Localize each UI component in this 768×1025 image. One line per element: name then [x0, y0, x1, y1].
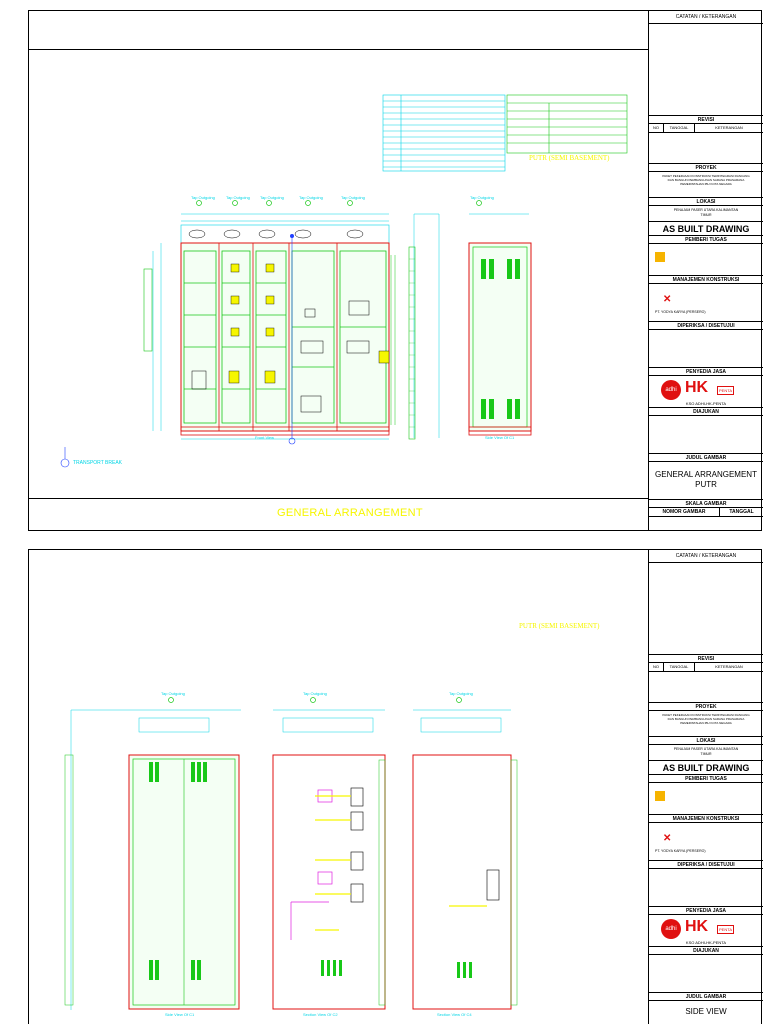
tap-outgoing-label-c1: Tap Outgoing — [161, 691, 185, 696]
section-view-c2-label: Section View Of C2 — [303, 1012, 338, 1017]
pemberi-tugas-header: PEMBERI TUGAS — [649, 235, 763, 243]
section-view-c2 — [273, 710, 385, 1009]
proyek-header: PROYEK — [649, 163, 763, 171]
transport-break-marker — [61, 447, 69, 467]
adhi-logo-icon-2: adhi — [661, 919, 681, 939]
diajukan-header-2: DIAJUKAN — [649, 946, 763, 954]
proyek-text: PAKET PEKERJAAN KONSTRUKSI TERINTEGRASI RANCANG DAN BANGUN PEMBANGUNAN SARANA PRASARANA PEMERINTAHAN IBU KOTA NEGARA — [649, 171, 763, 197]
pemberi-tugas-area — [649, 243, 763, 275]
pemberi-tugas-header-2: PEMBERI TUGAS — [649, 774, 763, 782]
side-view-c1-label: Side View Of C1 — [485, 435, 515, 440]
penyedia-area-2 — [649, 914, 763, 946]
legend-table-green — [507, 95, 627, 153]
mk-company-2: PT. YODYA KARYA (PERSERO) — [655, 849, 706, 853]
mk-area — [649, 283, 763, 321]
diperiksa-area — [649, 329, 763, 367]
drawing-sheet-side-view — [28, 549, 762, 1024]
transport-break-label: TRANSPORT BREAK — [73, 460, 122, 466]
pupr-logo-icon — [655, 252, 665, 262]
notes-area — [649, 23, 763, 115]
drawing-title: GENERAL ARRANGEMENT — [277, 507, 423, 519]
title-block — [649, 11, 763, 530]
side-view-c1-label-2: Side View Of C1 — [165, 1012, 195, 1017]
hk-logo-icon: HK — [685, 379, 709, 396]
lokasi-text: PENAJAM PASER UTARA KALIMANTAN TIMUR — [649, 205, 763, 221]
adhi-logo-icon: adhi — [661, 380, 681, 400]
judul-header: JUDUL GAMBAR — [649, 453, 763, 461]
side-view-c1-sheet2 — [65, 710, 241, 1010]
mk-header-2: MANAJEMEN KONSTRUKSI — [649, 814, 763, 822]
penyedia-header: PENYEDIA JASA — [649, 367, 763, 375]
drawing-area-2 — [29, 550, 649, 1024]
penta-logo-icon: PENTA — [719, 388, 733, 393]
drawing-area — [29, 11, 649, 530]
tanggal-header: TANGGAL — [720, 508, 763, 517]
revisi-table — [649, 123, 763, 163]
pemberi-tugas-area-2 — [649, 782, 763, 814]
revisi-col-no: NO — [649, 124, 664, 132]
pupr-logo-icon-2 — [655, 791, 665, 801]
diajukan-header: DIAJUKAN — [649, 407, 763, 415]
tap-outgoing-arrows — [197, 201, 482, 206]
front-view-label: Front View — [255, 435, 275, 440]
status-label-2: AS BUILT DRAWING — [649, 760, 763, 774]
notes-header-2: CATATAN / KETERANGAN — [675, 553, 737, 559]
revisi-col-no-2: NO — [649, 663, 664, 671]
drawing-sheet-general-arrangement — [28, 10, 762, 531]
diajukan-area — [649, 415, 763, 453]
revisi-header: REVISI — [649, 115, 763, 123]
tap-outgoing-label-1: Tap Outgoing — [191, 195, 215, 200]
penyedia-area — [649, 375, 763, 407]
lokasi-text-2: PENAJAM PASER UTARA KALIMANTAN TIMUR — [649, 744, 763, 760]
mk-company: PT. YODYA KARYA (PERSERO) — [655, 310, 706, 314]
diajukan-area-2 — [649, 954, 763, 992]
tap-outgoing-label-c4: Tap Outgoing — [449, 691, 473, 696]
diperiksa-header: DIPERIKSA / DISETUJUI — [649, 321, 763, 329]
nomor-header: NOMOR GAMBAR — [649, 508, 720, 517]
yodya-logo-icon-2: ✕ — [663, 833, 672, 844]
judul-text-2: SIDE VIEW — [649, 1000, 763, 1025]
nomor-area — [649, 507, 763, 532]
hk-logo-icon-2: HK — [685, 918, 709, 935]
revisi-col-tanggal-2: TANGGAL — [664, 663, 695, 671]
revisi-col-keterangan: KETERANGAN — [715, 125, 743, 130]
proyek-text-2: PAKET PEKERJAAN KONSTRUKSI TERINTEGRASI RANCANG DAN BANGUN PEMBANGUNAN SARANA PRASARANA PEMERINTAHAN IBU KOTA NEGARA — [649, 710, 763, 736]
judul-header-2: JUDUL GAMBAR — [649, 992, 763, 1000]
vertical-label-box — [144, 269, 152, 351]
legend-table — [383, 95, 505, 171]
tap-outgoing-label-2: Tap Outgoing — [226, 195, 250, 200]
tap-outgoing-label-c2: Tap Outgoing — [303, 691, 327, 696]
penyedia-company-2: KSO ADHI-HK-PENTA — [685, 940, 727, 945]
diperiksa-header-2: DIPERIKSA / DISETUJUI — [649, 860, 763, 868]
mk-header: MANAJEMEN KONSTRUKSI — [649, 275, 763, 283]
status-label: AS BUILT DRAWING — [649, 221, 763, 235]
title-block-2 — [649, 550, 763, 1024]
section-view-c4-label: Section View Of C4 — [437, 1012, 472, 1017]
tap-outgoing-label-4: Tap Outgoing — [299, 195, 323, 200]
skala-header: SKALA GAMBAR — [649, 499, 763, 507]
tap-outgoing-arrows-2 — [169, 698, 462, 703]
judul-text: GENERAL ARRANGEMENT PUTR — [649, 461, 763, 499]
penta-logo-icon-2: PENTA — [719, 927, 733, 932]
tap-outgoing-label-5: Tap Outgoing — [341, 195, 365, 200]
notes-header: CATATAN / KETERANGAN — [675, 14, 737, 20]
penyedia-company: KSO ADHI-HK-PENTA — [685, 401, 727, 406]
penyedia-header-2: PENYEDIA JASA — [649, 906, 763, 914]
general-arrangement-drawing — [29, 11, 649, 532]
revisi-header-2: REVISI — [649, 654, 763, 662]
revisi-col-keterangan-2: KETERANGAN — [715, 664, 743, 669]
notes-area-2 — [649, 562, 763, 654]
front-view-switchboard — [181, 225, 415, 444]
side-view-c1 — [469, 243, 531, 435]
section-view-c4 — [413, 710, 517, 1009]
tap-outgoing-label-6: Tap Outgoing — [470, 195, 494, 200]
panel-title-2: PUTR (SEMI BASEMENT) — [519, 622, 600, 630]
mk-area-2 — [649, 822, 763, 860]
revisi-table-2 — [649, 662, 763, 702]
proyek-header-2: PROYEK — [649, 702, 763, 710]
lokasi-header: LOKASI — [649, 197, 763, 205]
revisi-col-tanggal: TANGGAL — [664, 124, 695, 132]
tap-outgoing-label-3: Tap Outgoing — [260, 195, 284, 200]
diperiksa-area-2 — [649, 868, 763, 906]
panel-title: PUTR (SEMI BASEMENT) — [529, 154, 610, 162]
yodya-logo-icon: ✕ — [663, 294, 672, 305]
lokasi-header-2: LOKASI — [649, 736, 763, 744]
